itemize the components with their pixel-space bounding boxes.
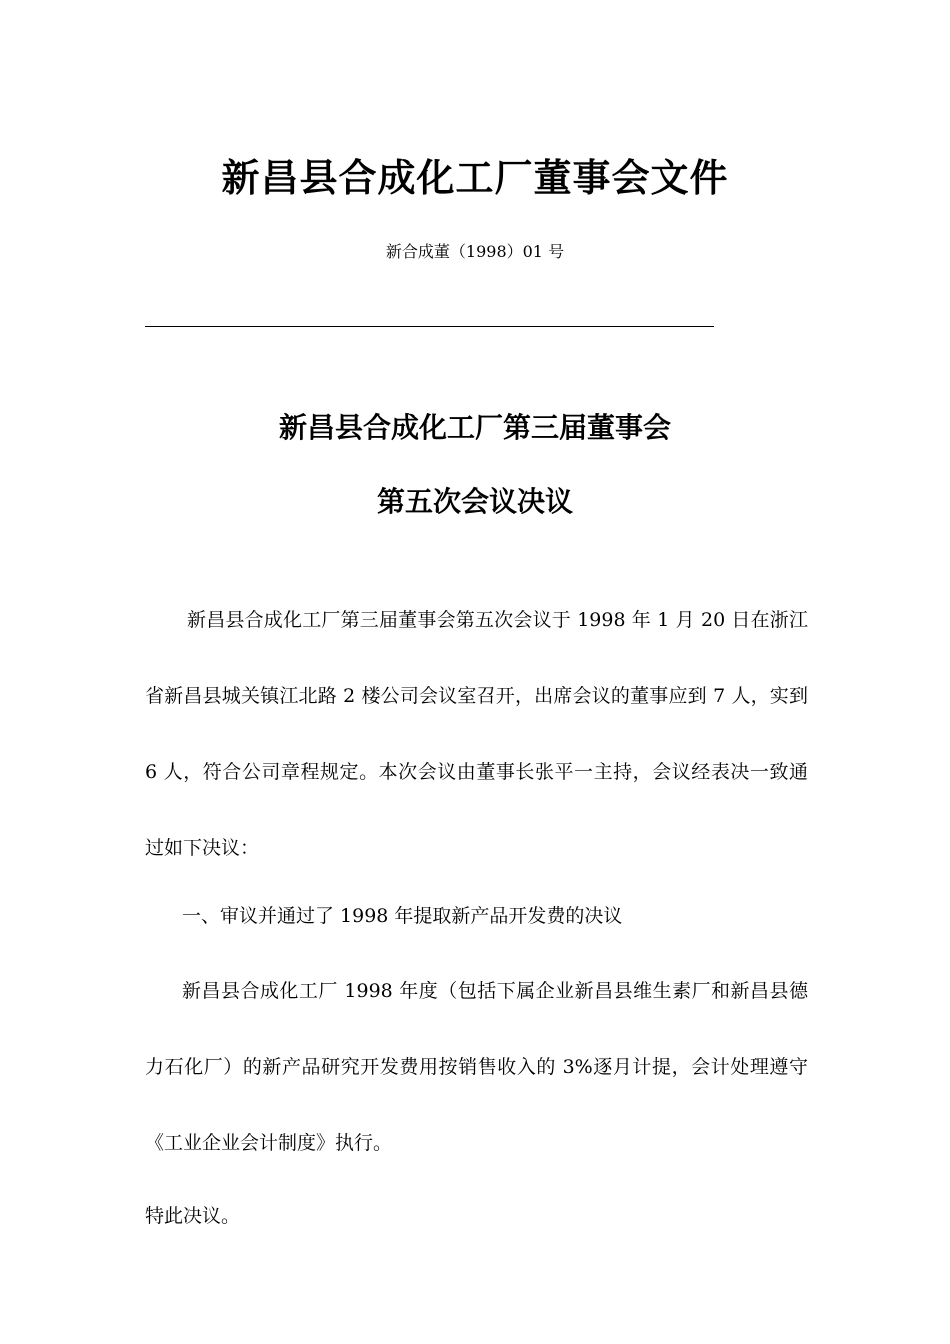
document-header-title: 新昌县合成化工厂董事会文件 [221,155,729,200]
resolution-title-line-2: 第五次会议决议 [376,485,573,518]
resolution-item-1-detail: 新昌县合成化工厂 1998 年度（包括下属企业新昌县维生素厂和新昌县德力石化厂）的新产品研究开发费用按销售收入的 3%逐月计提，会计处理遵守《工业企业会计制度》执行。 [145,980,808,1154]
intro-paragraph: 新昌县合成化工厂第三届董事会第五次会议于 1998 年 1 月 20 日在浙江省新昌县城关镇江北路 2 楼公司会议室召开，出席会议的董事应到 7 人，实到 6 人，符合公司章程规定。本次会议由董事长张平一主持，会议经表决一致通过如下决议： [145,609,808,859]
resolution-item-1: 一、审议并通过了 1998 年提取新产品开发费的决议 [182,905,623,927]
header-divider [145,326,714,327]
document-number: 新合成董（1998）01 号 [385,242,565,261]
closing-statement: 特此决议。 [145,1205,241,1227]
resolution-title-line-1: 新昌县合成化工厂第三届董事会 [278,411,671,444]
